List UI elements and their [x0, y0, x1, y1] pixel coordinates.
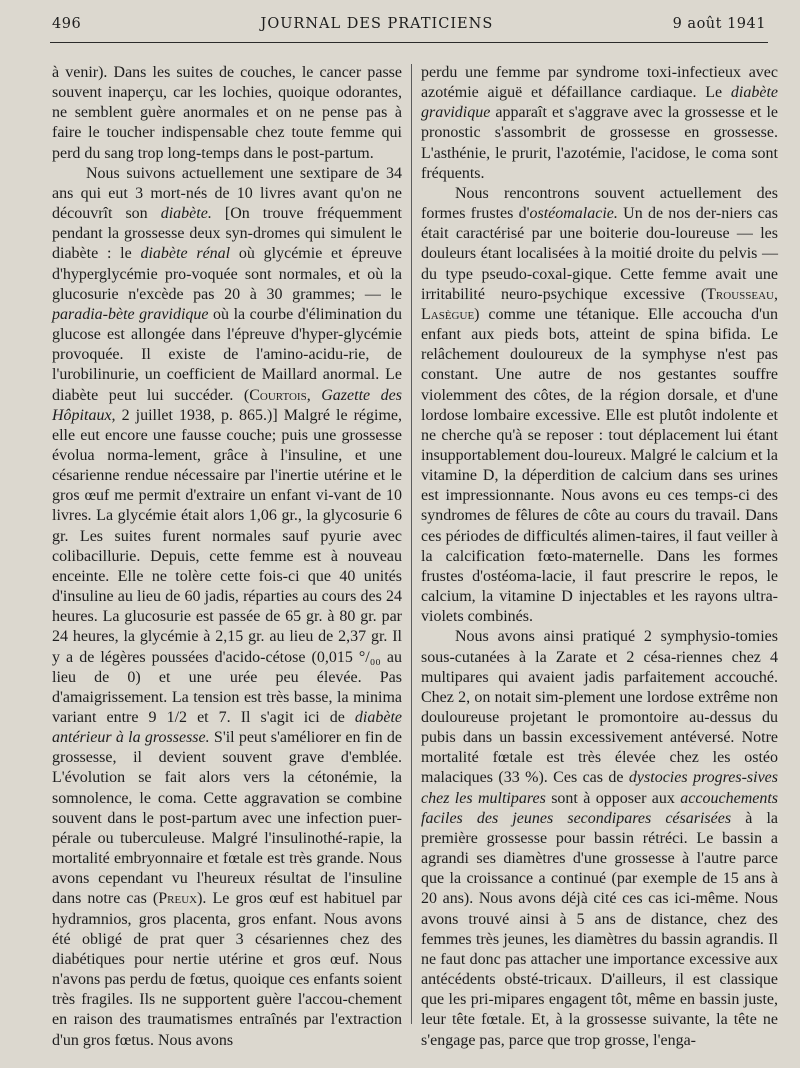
running-header	[52, 16, 766, 40]
column-divider	[411, 64, 412, 1024]
page-number: 496	[52, 16, 82, 32]
header-rule	[50, 42, 768, 43]
paragraph: à venir). Dans les suites de couches, le cancer passe souvent inaperçu, car les lochies, quoique odorantes, ne semblent guère anormales et on ne pense pas à faire le toucher indispensable chez toute femme qui perd du sang trop long-temps dans le post-partum.	[52, 64, 402, 162]
right-column	[421, 63, 778, 1051]
paragraph: Nous avons ainsi pratiqué 2 symphysio-tomies sous-cutanées à la Zarate et 2 césa-riennes chez 4 multipares qui avaient jadis parfaitement accouché. Chez 2, on notait sim-plement une lordose extrême non douloureuse projetant le promontoire au-dessus du pubis dans un bassin excessivement antéversé. Notre mortalité fœtale est très élevée chez les ostéo malaciques (33 %). Ces cas de dystocies progres-sives chez les multipares sont à opposer aux accouchements faciles des jeunes secondipares césarisées à la première grossesse pour bassin rétréci. Le bassin a agrandi ses diamètres d'une grossesse à l'autre parce que la croissance a continué (par exemple de 15 ans à 20 ans). Nous avons déjà cité ces cas ici-même. Nous avons trouvé ainsi à 5 ans de distance, chez des femmes très jeunes, les diamètres du bassin agrandis. Il ne faut donc pas attacher une importance excessive aux antécédents obsté-tricaux. D'ailleurs, il est classique que les pri-mipares engagent tôt, même en bassin juste, leur tête fœtale. Et, à la grossesse suivante, la tête ne s'engage pas, parce que trop grosse, l'enga-	[421, 628, 779, 1049]
journal-title: JOURNAL DES PRATICIENS	[260, 16, 494, 32]
paragraph: Nous suivons actuellement une sextipare de 34 ans qui eut 3 mort-nés de 10 livres avant qu'on ne découvrît son diabète. [On trouve fréquemment pendant la grossesse deux syn-dromes qui simulent le diabète : le diabète rénal où glycémie et épreuve d'hyperglycémie pro-voquée sont normales, et où la glucosurie n'excède pas 20 à 30 grammes; — le paradia-bète gravidique où la courbe d'élimination du glucose est allongée dans l'épreuve d'hyper-glycémie provoquée. Il existe de l'amino-acidu-rie, de l'urobilinurie, un coefficient de Maillard anormal. Le diabète peut lui succéder. (Courtois, Gazette des Hôpitaux, 2 juillet 1938, p. 865.)] Malgré le régime, elle eut encore une fausse couche; puis une grossesse évolua norma-lement, grâce à l'insuline, et une césarienne rendue nécessaire par l'inertie utérine et le gros œuf me permit d'extraire un enfant vi-vant de 10 livres. La glycémie était alors 1,06 gr., la glycosurie 6 gr. Les suites furent normales sauf pyurie avec colibacillurie. Depuis, cette femme est à nouveau enceinte. Elle ne tolère cette fois-ci que 40 unités d'insuline au lieu de 60 jadis, réparties au cours des 24 heures. La glucosurie est passée de 65 gr. à 80 gr. par 24 heures, la glycémie à 2,15 gr. au lieu de 2,37 gr. Il y a de légères poussées d'acido-cétose (0,015 °/₀₀ au lieu de 0) et une urée peu élevée. Pas d'amaigrissement. La tension est très basse, la minima variant entre 9 1/2 et 7. Il s'agit ici de diabète antérieur à la grossesse. S'il peut s'améliorer en fin de grossesse, il devient souvent grave d'emblée. L'évolution se fait alors vers la cétonémie, la somnolence, le coma. Cette aggravation se combine souvent dans le post-partum avec une infection puer-pérale ou tuberculeuse. Malgré l'insulinothé-rapie, la mortalité embryonnaire et fœtale est très grande. Nous avons cependant vu l'heureux résultat de l'insuline dans notre cas (Preux). Le gros œuf est habituel par hydramnios, gros placenta, gros enfant. Nous avons été obligé de prat quer 3 césariennes chez des diabétiques pour nertie utérine et gros œuf. Nous n'avons pas perdu de fœtus, quoique ces enfants soient très fragiles. Ils ne supportent guère l'accou-chement en raison des traumatismes entraînés par l'extraction d'un gros fœtus. Nous avons	[52, 164, 402, 1049]
paragraph: perdu une femme par syndrome toxi-infectieux avec azotémie aiguë et défaillance cardiaque. Le diabète gravidique apparaît et s'aggrave avec la grossesse et le pronostic s'assombrit de grossesse en grossesse. L'asthénie, le prurit, l'azotémie, l'acidose, le coma sont fréquents.	[421, 64, 778, 182]
paragraph: Nous rencontrons souvent actuellement des formes frustes d'ostéomalacie. Un de nos der-niers cas était caractérisé par une boiterie dou-loureuse — les douleurs étant localisées à la moitié droite du pelvis — du type pseudo-coxal-gique. Cette femme avait une irritabilité neuro-psychique excessive (Trousseau, Lasègue) comme une tétanique. Elle accoucha d'un enfant aux pieds bots, atteint de spina bifida. Le relâchement douloureux de la symphyse n'est pas constant. Une autre de nos gestantes souffre violemment des côtes, de la région dorsale, et d'une lordose lombaire excessive. Elle est plutôt indolente et ne cherche qu'à se reposer : tout déplacement lui étant insupportablement dou-loureux. Malgré le calcium et la vitamine D, la déperdition de calcium dans ses urines est impressionnante. Nous avons eu ces temps-ci des syndromes de fêlures de côte au cours du travail. Dans ces périodes de difficultés alimen-taires, il faut veiller à la calcification fœto-maternelle. Dans les formes frustes d'ostéoma-lacie, il faut prescrire le repos, le calcium, la vitamine D injectables et les rayons ultra-violets combinés.	[421, 184, 778, 626]
issue-date: 9 août 1941	[672, 16, 766, 32]
left-column	[52, 63, 402, 1051]
